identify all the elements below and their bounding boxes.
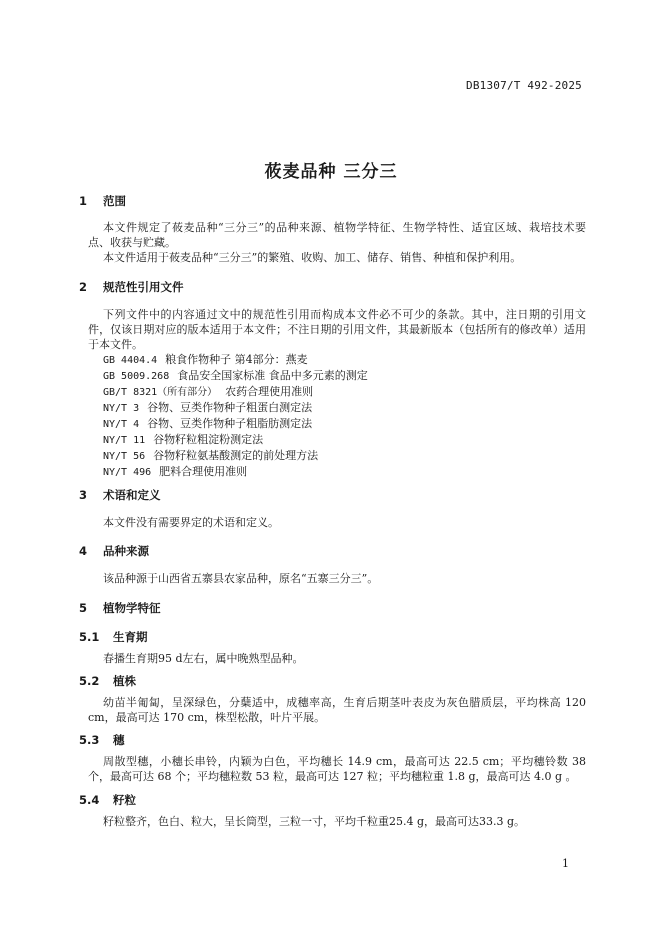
section-title: 术语和定义 (103, 488, 161, 502)
subsection-5-2-heading (79, 673, 136, 689)
section-3-text: 本文件没有需要界定的术语和定义。 (103, 516, 279, 529)
reference-list (103, 352, 368, 480)
reference-code: GB 5009.268 (103, 371, 170, 382)
subsection-5-1-text: 春播生育期95 d左右，属中晚熟型品种。 (103, 652, 304, 665)
subsection-5-1-heading (79, 629, 148, 645)
reference-title: 粮食作物种子 第4部分：燕麦 (165, 353, 308, 366)
document-title: 莜麦品种 三分三 (264, 162, 398, 182)
subsection-5-3-heading (79, 732, 125, 748)
reference-item (103, 352, 368, 368)
subsection-5-4-heading (79, 792, 136, 808)
reference-item (103, 464, 368, 480)
subsection-number: 5.4 (79, 793, 100, 807)
page-number: 1 (562, 857, 569, 870)
subsection-number: 5.1 (79, 630, 100, 644)
reference-title: 谷物、豆类作物种子粗蛋白测定法 (147, 401, 313, 414)
reference-code: NY/T 3 (103, 403, 140, 414)
reference-title: 谷物、豆类作物种子粗脂肪测定法 (147, 417, 313, 430)
section-5-heading (79, 600, 161, 616)
section-1-paragraph-2: 本文件适用于莜麦品种“三分三”的繁殖、收购、加工、储存、销售、种植和保护利用。 (103, 251, 522, 264)
section-1-heading (79, 193, 126, 209)
reference-code: GB 4404.4 (103, 355, 158, 366)
section-number: 5 (79, 601, 88, 615)
subsection-title: 穗 (113, 733, 125, 747)
section-4-text: 该品种源于山西省五寨县农家品种，原名“五寨三分三”。 (103, 572, 379, 585)
reference-title: 谷物籽粒粗淀粉测定法 (153, 433, 264, 446)
reference-code: NY/T 496 (103, 467, 152, 478)
subsection-number: 5.2 (79, 674, 100, 688)
reference-title: 谷物籽粒氨基酸测定的前处理方法 (153, 449, 319, 462)
reference-code: NY/T 56 (103, 451, 146, 462)
reference-code: GB/T 8321（所有部分） (103, 387, 218, 398)
reference-item (103, 432, 368, 448)
reference-code: NY/T 4 (103, 419, 140, 430)
subsection-number: 5.3 (79, 733, 100, 747)
section-number: 3 (79, 488, 88, 502)
reference-title: 食品安全国家标准 食品中多元素的测定 (177, 369, 368, 382)
reference-code: NY/T 11 (103, 435, 146, 446)
subsection-5-2-text: 幼苗半匍匐，呈深绿色，分蘖适中，成穗率高，生育后期茎叶表皮为灰色腊质层，平均株高 120 cm，最高可达 170 cm，株型松散，叶片平展。 (88, 696, 586, 724)
reference-title: 农药合理使用准则 (225, 385, 314, 398)
reference-title: 肥料合理使用准则 (159, 465, 248, 478)
section-number: 4 (79, 544, 88, 558)
subsection-title: 植株 (113, 674, 137, 688)
section-3-heading (79, 487, 161, 503)
section-2-heading (79, 279, 184, 295)
section-title: 品种来源 (103, 544, 150, 558)
reference-item (103, 368, 368, 384)
subsection-title: 籽粒 (113, 793, 137, 807)
reference-item (103, 384, 368, 400)
section-2-intro: 下列文件中的内容通过文中的规范性引用而构成本文件必不可少的条款。其中，注日期的引用文件，仅该日期对应的版本适用于本文件；不注日期的引用文件，其最新版本（包括所有的修改单）适用于本文件。 (88, 308, 586, 351)
reference-item (103, 400, 368, 416)
section-number: 1 (79, 194, 88, 208)
section-title: 规范性引用文件 (103, 280, 184, 294)
reference-item (103, 416, 368, 432)
subsection-5-4-text: 籽粒整齐，色白、粒大，呈长筒型，三粒一寸，平均千粒重25.4 g，最高可达33.3 g。 (103, 815, 526, 828)
reference-item (103, 448, 368, 464)
subsection-title: 生育期 (113, 630, 148, 644)
subsection-5-3-text: 周散型穗，小穗长串铃，内颖为白色，平均穗长 14.9 cm，最高可达 22.5 cm；平均穗铃数 38 个，最高可达 68 个；平均穗粒数 53 粒，最高可达 127 粒；平均穗粒重 1.8 g，最高可达 4.0 g 。 (88, 755, 586, 783)
section-title: 范围 (103, 194, 127, 208)
section-4-heading (79, 543, 149, 559)
standard-code: DB1307/T 492-2025 (466, 79, 582, 92)
section-number: 2 (79, 280, 88, 294)
section-1-paragraph-1: 本文件规定了莜麦品种“三分三”的品种来源、植物学特征、生物学特性、适宜区域、栽培技术要点、收获与贮藏。 (88, 221, 586, 249)
section-title: 植物学特征 (103, 601, 161, 615)
